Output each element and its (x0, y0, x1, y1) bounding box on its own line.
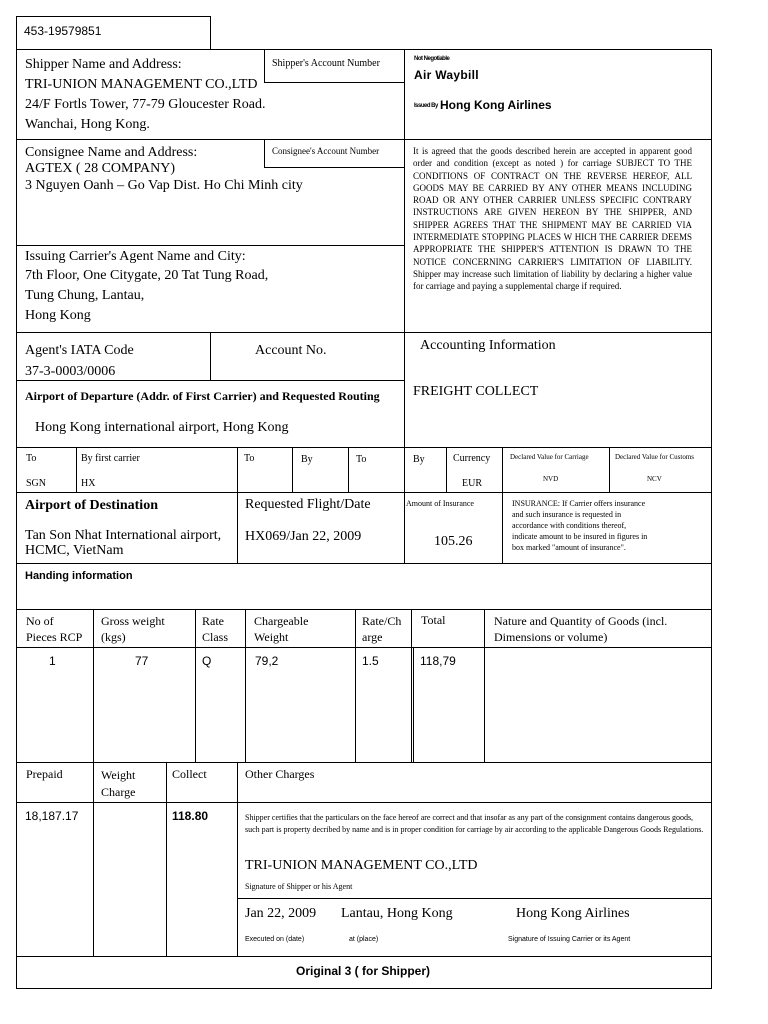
rule-iata-top (16, 332, 712, 333)
executed-place-label: at (place) (349, 936, 379, 943)
rule-routing-2 (237, 447, 238, 492)
rule-charges-3 (237, 762, 238, 956)
rule-goods-header-bottom (16, 647, 712, 648)
rule-destination-1 (237, 492, 238, 563)
executed-date: Jan 22, 2009 (245, 906, 317, 921)
consignee-label: Consignee Name and Address: (25, 145, 198, 160)
consignee-name: AGTEX ( 28 COMPANY) (25, 161, 175, 176)
rule-routing-5 (404, 447, 405, 492)
rule-consignee-account-bottom (264, 167, 404, 168)
rule-handling-top (16, 563, 712, 564)
shipper-name: TRI-UNION MANAGEMENT CO.,LTD (25, 77, 258, 92)
routing-to-value: SGN (26, 478, 47, 489)
agent-label: Issuing Carrier's Agent Name and City: (25, 249, 246, 264)
goods-header-pieces: No of Pieces RCP (26, 614, 83, 644)
goods-rate-charge-value: 1.5 (362, 654, 379, 668)
agent-iata-code: 37-3-0003/0006 (25, 364, 116, 379)
rule-routing-3 (292, 447, 293, 492)
handling-label: Handing information (25, 570, 133, 582)
rule-main-divider (404, 49, 405, 447)
certification-text: Shipper certifies that the particulars on the face hereof are correct and that insofar as any part of the consignment contains dangerous goods, such part is property decribed by name and is in proper condition for carriage by air according to the applicable Dangerous Goods Regulations. (245, 813, 704, 834)
rule-goods-2 (195, 609, 196, 762)
routing-currency-value: EUR (462, 478, 482, 489)
agent-account-label: Account No. (255, 343, 327, 358)
goods-gross-weight-value: 77 (135, 654, 149, 668)
rule-goods-5b (413, 647, 414, 762)
consignee-account-label: Consignee's Account Number (272, 146, 380, 156)
charges-collect-value: 118.80 (172, 809, 209, 823)
rule-goods-1 (93, 609, 94, 762)
accounting-value: FREIGHT COLLECT (413, 384, 539, 399)
rule-goods-top (16, 609, 712, 610)
certification-shipper-name: TRI-UNION MANAGEMENT CO.,LTD (245, 858, 478, 873)
goods-total-value: 118,79 (420, 654, 456, 668)
goods-header-gross-weight: Gross weight (kgs) (101, 614, 165, 644)
rule-charges-top (16, 762, 712, 763)
executed-place: Lantau, Hong Kong (341, 906, 453, 921)
goods-header-rate-class: Rate Class (202, 614, 229, 644)
routing-by3-label: By (413, 454, 425, 465)
rule-shipper-account-left (264, 49, 265, 82)
departure-value: Hong Kong international airport, Hong Kong (35, 420, 289, 435)
shipper-account-label: Shipper's Account Number (272, 58, 380, 69)
rule-goods-6 (484, 609, 485, 762)
rule-routing-top (16, 447, 712, 448)
rule-goods-3 (245, 609, 246, 762)
rule-consignee-account-left (264, 139, 265, 167)
charges-prepaid-value: 18,187.17 (25, 809, 79, 823)
destination-value: Tan Son Nhat International airport, HCMC, VietNam (25, 528, 222, 558)
carrier-signature-label: Signature of Issuing Carrier or its Agent (508, 936, 631, 943)
routing-to-label: To (26, 453, 37, 464)
rule-destination-top (16, 492, 712, 493)
rule-goods-4 (355, 609, 356, 762)
flight-label: Requested Flight/Date (245, 497, 371, 512)
routing-by2-label: By (301, 454, 313, 465)
rule-footer-top (16, 956, 712, 957)
goods-header-chargeable-weight: Chargeable Weight (254, 614, 309, 644)
conditions-text: It is agreed that the goods described herein are accepted in apparent good order and condition (except as noted ) for carriage SUBJECT TO THE CONDITIONS OF CONTRACT ON THE REVERSE HEREOF, ALL GOODS MAY BE CARRIED BY ANY OTHER MEANS INCLUDING ROAD OR ANY OTHER CARRIER UNLESS SPECIFIC CONTRARY INSTRUCTIONS ARE GIVEN HEREON BY THE SHIPPER, AND SHIPPER AGREES THAT THE SHIPMENT MAY BE CARRIED VIA INTERMEDIATE STOPPING PLACES W HICH THE CARRIER DEEMS APPROPRIATE THE SHIPPER'S ATTENTION IS DRAWN TO THE NOTICE CONCERNING CARRIER'S LIMITATION OF LIABILITY. Shipper may increase such limitation of liability by declaring a higher value for carriage and paying a supplemental charge if required. (413, 146, 692, 292)
rule-signature-mid (237, 898, 712, 899)
rule-charges-values-top (16, 802, 712, 803)
goods-pieces-value: 1 (49, 654, 56, 668)
executed-date-label: Executed on (date) (245, 936, 305, 943)
routing-carriage-value: NVD (543, 475, 559, 483)
routing-to2-label: To (244, 453, 255, 464)
footer-copy-label: Original 3 ( for Shipper) (296, 964, 431, 978)
rule-routing-1 (76, 447, 77, 492)
goods-chargeable-weight-value: 79,2 (255, 654, 279, 668)
waybill-issuer: Hong Kong Airlines (440, 98, 552, 112)
routing-customs-value-label: Declared Value for Customs (615, 453, 694, 461)
departure-label: Airport of Departure (Addr. of First Carrier) and Requested Routing (25, 389, 380, 403)
routing-to3-label: To (356, 454, 367, 465)
rule-routing-7 (502, 447, 503, 492)
rule-agent-top (16, 245, 404, 246)
charges-weight-charge-label: Weight Charge (101, 768, 136, 799)
shipper-address-line2: Wanchai, Hong Kong. (25, 117, 150, 132)
goods-header-nature: Nature and Quantity of Goods (incl. Dimensions or volume) (494, 614, 668, 644)
shipper-label: Shipper Name and Address: (25, 57, 182, 72)
charges-collect-label: Collect (172, 767, 207, 781)
rule-routing-4 (348, 447, 349, 492)
rule-charges-1 (93, 762, 94, 956)
issued-by-label: Issued By (414, 103, 438, 109)
routing-customs-value: NCV (647, 475, 662, 483)
routing-first-carrier-label: By first carrier (81, 453, 140, 464)
routing-first-carrier-value: HX (81, 478, 96, 489)
not-negotiable-label: Not Negotiable (414, 56, 450, 62)
goods-header-rate-charge: Rate/Ch arge (362, 614, 402, 644)
routing-currency-label: Currency (453, 453, 491, 464)
rule-charges-2 (166, 762, 167, 956)
shipper-signature-label: Signature of Shipper or his Agent (245, 882, 353, 891)
waybill-title: Air Waybill (414, 68, 479, 82)
shipper-address-line1: 24/F Fortls Tower, 77-79 Gloucester Road. (25, 97, 266, 112)
rule-iata-split (210, 332, 211, 380)
destination-label: Airport of Destination (25, 498, 158, 513)
insurance-note: INSURANCE: If Carrier offers insurance and such insurance is requested in accordance with conditions thereof, indicate amount to be insured in figures in box marked "amount of insurance". (512, 499, 648, 552)
routing-carriage-value-label: Declared Value for Carriage (510, 453, 589, 461)
goods-header-total: Total (421, 613, 446, 627)
rule-destination-2 (404, 492, 405, 563)
insurance-label: Amount of Insurance (406, 499, 474, 508)
accounting-label: Accounting Information (420, 338, 556, 353)
consignee-address: 3 Nguyen Oanh – Go Vap Dist. Ho Chi Minh city (25, 178, 303, 193)
flight-value: HX069/Jan 22, 2009 (245, 529, 362, 544)
rule-consignee-top (16, 139, 404, 140)
issuing-carrier-name: Hong Kong Airlines (516, 906, 630, 921)
charges-other-label: Other Charges (245, 767, 315, 781)
rule-conditions-bottom (404, 139, 712, 140)
rule-goods-5 (411, 609, 412, 762)
goods-rate-class-value: Q (202, 654, 212, 668)
agent-address: 7th Floor, One Citygate, 20 Tat Tung Road, Tung Chung, Lantau, Hong Kong (25, 268, 269, 323)
rule-routing-8 (609, 447, 610, 492)
rule-routing-6 (446, 447, 447, 492)
awb-number: 453-19579851 (24, 24, 102, 38)
insurance-value: 105.26 (434, 534, 473, 549)
rule-destination-3 (502, 492, 503, 563)
agent-iata-label: Agent's IATA Code (25, 343, 134, 358)
rule-shipper-account-bottom (264, 82, 404, 83)
charges-prepaid-label: Prepaid (26, 767, 63, 781)
